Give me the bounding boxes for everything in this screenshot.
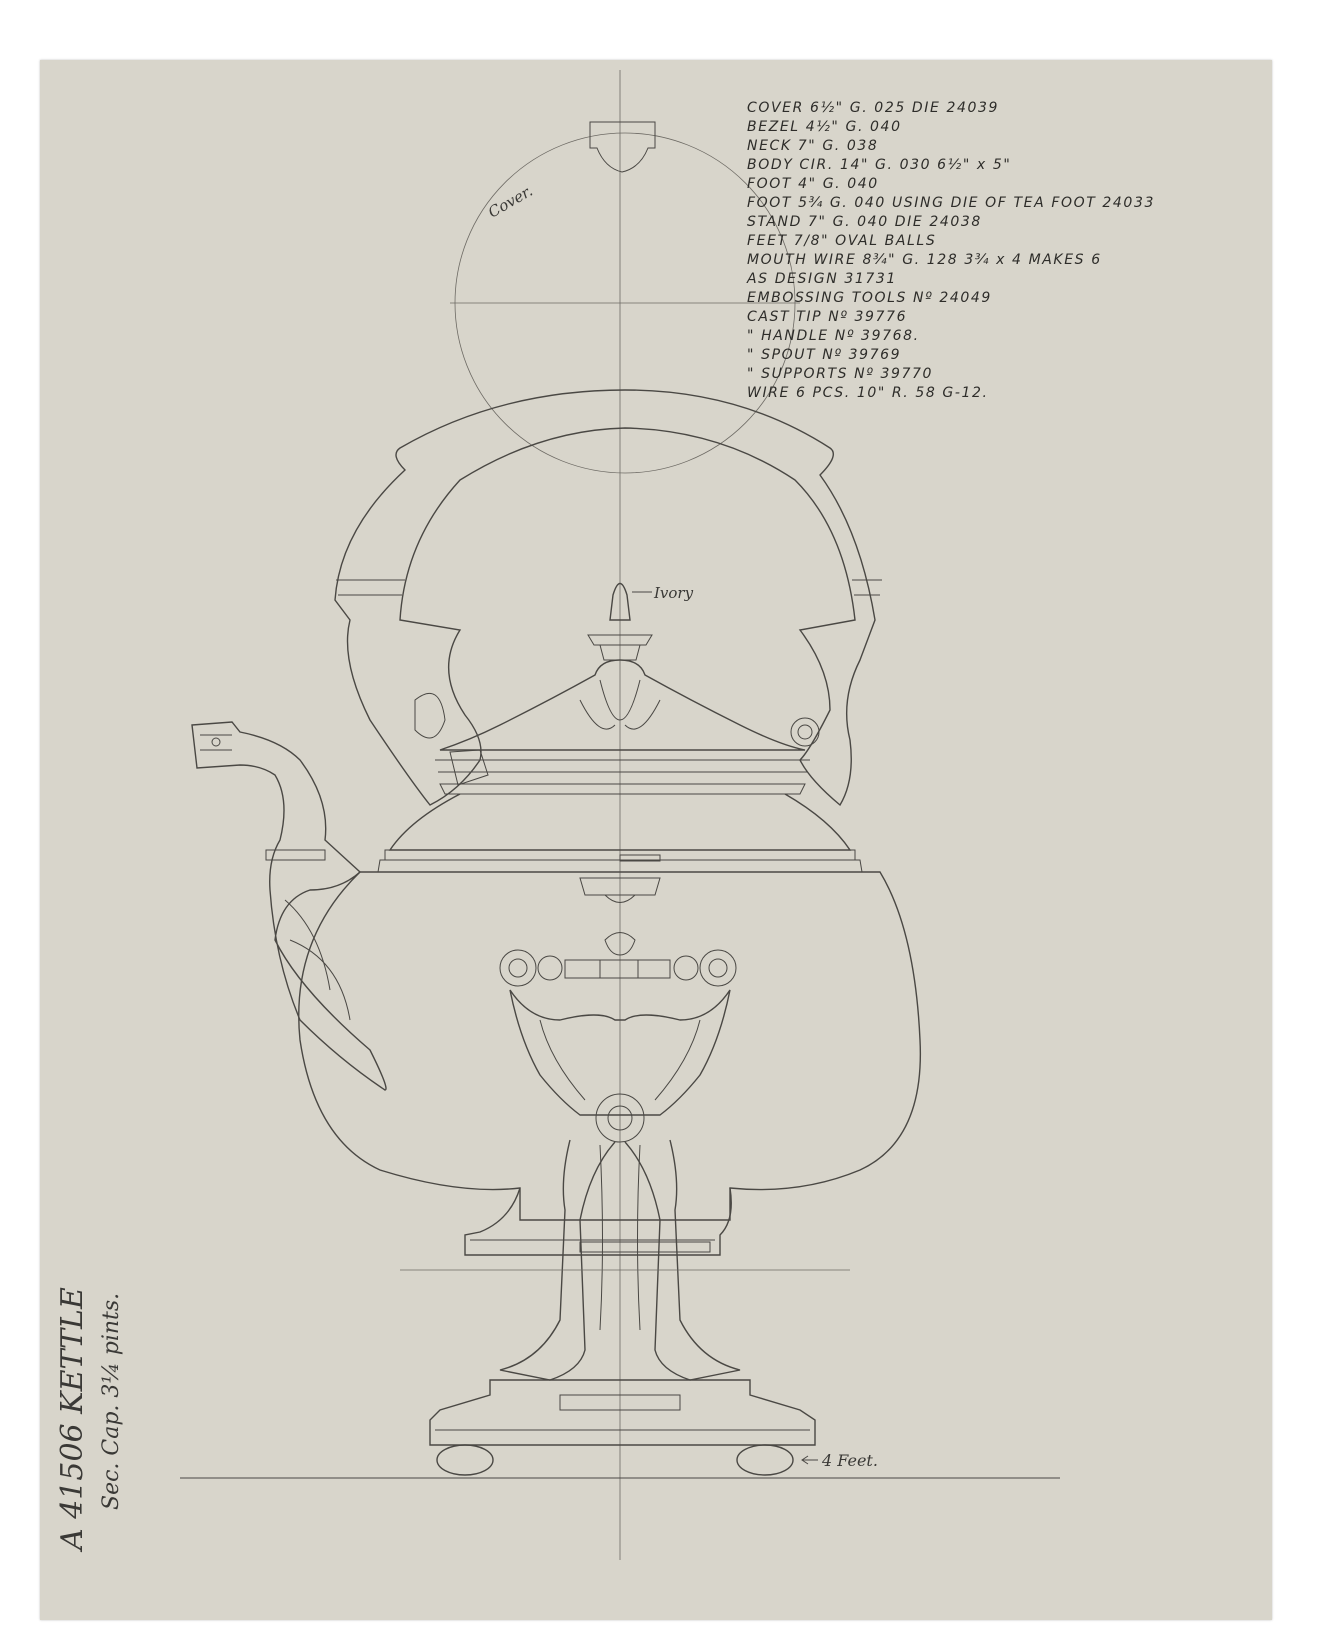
bezel-bands (435, 750, 810, 794)
cover-label: Cover. (485, 181, 536, 222)
note-line: EMBOSSING TOOLS Nº 24049 (747, 290, 992, 306)
note-line: " HANDLE Nº 39768. (747, 328, 920, 344)
kettle-drawing (40, 60, 1272, 1620)
specification-notes (746, 100, 1155, 401)
note-line: STAND 7" G. 040 DIE 24038 (747, 214, 982, 230)
drawing-subtitle: Sec. Cap. 3¼ pints. (99, 1292, 124, 1510)
note-line: " SUPPORTS Nº 39770 (747, 366, 933, 382)
oval-ball-foot-right (737, 1445, 793, 1475)
note-line: FEET 7/8" OVAL BALLS (747, 233, 937, 249)
note-line: FOOT 5¾ G. 040 USING DIE OF TEA FOOT 24033 (747, 195, 1155, 211)
feet-label: 4 Feet. (822, 1451, 878, 1470)
note-line: CAST TIP Nº 39776 (747, 309, 908, 325)
note-line: NECK 7" G. 038 (747, 138, 879, 154)
note-line: " SPOUT Nº 39769 (747, 347, 902, 363)
ivory-label: Ivory (654, 584, 694, 602)
drawing-sheet (40, 60, 1272, 1620)
stand-medallion-right (700, 950, 736, 986)
drawing-title: A 41506 KETTLE (55, 1287, 90, 1550)
note-line: MOUTH WIRE 8¾" G. 128 3¾ x 4 MAKES 6 (747, 252, 1102, 268)
note-line: BODY CIR. 14" G. 030 6½" x 5" (747, 157, 1012, 173)
kettle-foot (465, 1188, 731, 1255)
kettle-body (299, 872, 921, 1220)
handle (335, 390, 875, 805)
note-line: COVER 6½" G. 025 DIE 24039 (747, 100, 1000, 116)
note-line: AS DESIGN 31731 (747, 271, 897, 287)
stand-medallion-left (500, 950, 536, 986)
cover-section (590, 122, 655, 172)
oval-ball-foot-left (437, 1445, 493, 1475)
spout (192, 722, 386, 1090)
handle-rosette (791, 718, 819, 746)
note-line: BEZEL 4½" G. 040 (747, 119, 902, 135)
note-line: FOOT 4" G. 040 (747, 176, 879, 192)
note-line: WIRE 6 PCS. 10" R. 58 G-12. (747, 385, 989, 401)
stand-base (430, 1380, 815, 1445)
cover-dome (440, 660, 805, 750)
